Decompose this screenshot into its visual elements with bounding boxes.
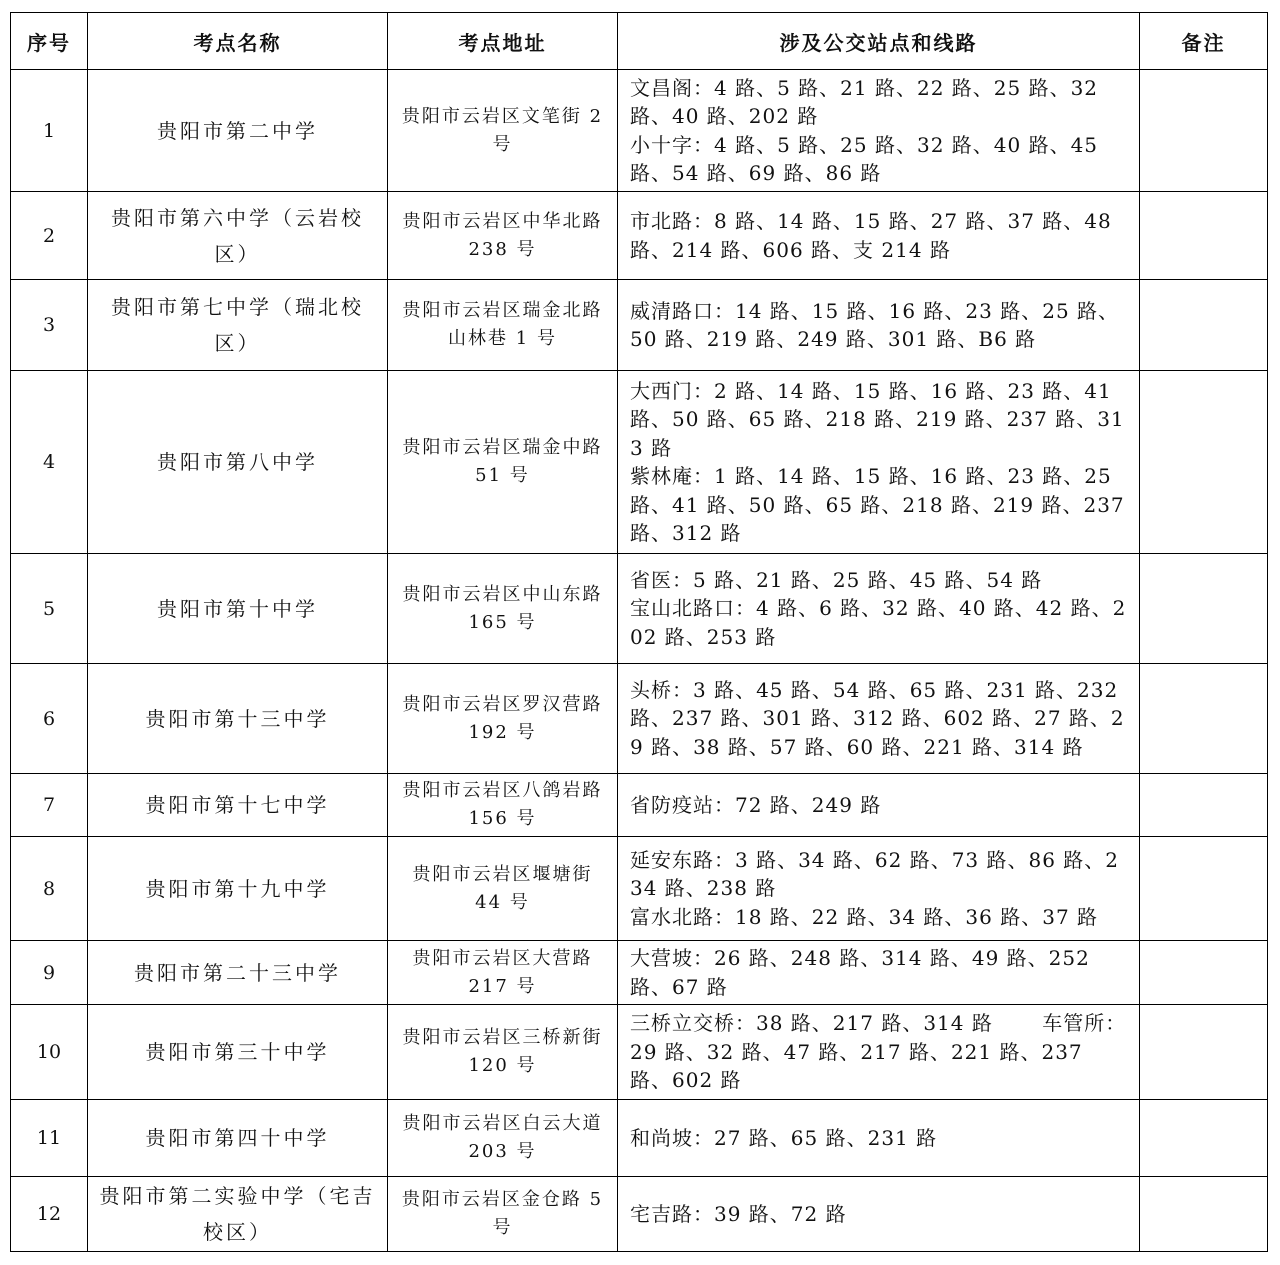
row-note <box>1140 837 1268 941</box>
row-seq: 6 <box>11 664 88 774</box>
row-note <box>1140 774 1268 837</box>
bus-routes <box>618 941 1140 1005</box>
bus-stop-routes: 宅吉路：39 路、72 路 <box>630 1201 847 1226</box>
header-routes: 涉及公交站点和线路 <box>618 13 1140 70</box>
school-name: 贵阳市第七中学（瑞北校区） <box>88 280 388 371</box>
row-seq: 10 <box>11 1005 88 1100</box>
bus-stop-routes: 威清路口：14 路、15 路、16 路、23 路、25 路、50 路、219 路、249 路、301 路、B6 路 <box>630 298 1120 351</box>
row-note <box>1140 280 1268 371</box>
row-note <box>1140 554 1268 664</box>
school-address: 贵阳市云岩区中华北路 238 号 <box>388 192 618 280</box>
bus-routes <box>618 192 1140 280</box>
bus-routes <box>618 1100 1140 1177</box>
row-seq: 5 <box>11 554 88 664</box>
row-seq: 3 <box>11 280 88 371</box>
bus-stop-routes: 大营坡：26 路、248 路、314 路、49 路、252 路、67 路 <box>630 946 1090 999</box>
bus-routes <box>618 774 1140 837</box>
bus-stop-routes: 延安东路：3 路、34 路、62 路、73 路、86 路、234 路、238 路 <box>630 847 1120 901</box>
row-note <box>1140 192 1268 280</box>
bus-routes <box>618 1177 1140 1252</box>
row-note <box>1140 941 1268 1005</box>
bus-stop-routes: 市北路：8 路、14 路、15 路、27 路、37 路、48 路、214 路、606 路、支 214 路 <box>630 209 1112 262</box>
bus-stop-routes: 宝山北路口：4 路、6 路、32 路、40 路、42 路、202 路、253 路 <box>630 596 1127 649</box>
table-row <box>11 1177 1268 1252</box>
school-address: 贵阳市云岩区金仓路 5 号 <box>388 1177 618 1252</box>
bus-routes <box>618 664 1140 774</box>
school-address: 贵阳市云岩区堰塘街 44 号 <box>388 837 618 941</box>
bus-routes <box>618 70 1140 192</box>
table-row <box>11 70 1268 192</box>
bus-routes <box>618 837 1140 941</box>
table-row <box>11 280 1268 371</box>
header-name: 考点名称 <box>88 13 388 70</box>
school-name: 贵阳市第三十中学 <box>88 1005 388 1100</box>
table-body <box>11 70 1268 1252</box>
school-name: 贵阳市第十三中学 <box>88 664 388 774</box>
school-name: 贵阳市第二实验中学（宅吉校区） <box>88 1177 388 1252</box>
school-address: 贵阳市云岩区瑞金中路 51 号 <box>388 371 618 554</box>
row-seq: 12 <box>11 1177 88 1252</box>
bus-stop-routes: 小十字：4 路、5 路、25 路、32 路、40 路、45 路、54 路、69 路、86 路 <box>630 132 1099 185</box>
bus-routes <box>618 554 1140 664</box>
school-address: 贵阳市云岩区中山东路 165 号 <box>388 554 618 664</box>
row-seq: 9 <box>11 941 88 1005</box>
bus-stop-routes: 文昌阁：4 路、5 路、21 路、22 路、25 路、32 路、40 路、202 路 <box>630 75 1099 128</box>
school-address: 贵阳市云岩区罗汉营路 192 号 <box>388 664 618 774</box>
school-name: 贵阳市第二中学 <box>88 70 388 192</box>
school-address: 贵阳市云岩区八鸽岩路 156 号 <box>388 774 618 837</box>
table-row <box>11 774 1268 837</box>
row-seq: 7 <box>11 774 88 837</box>
bus-stop-routes: 紫林庵：1 路、14 路、15 路、16 路、23 路、25 路、41 路、50 路、65 路、218 路、219 路、237 路、312 路 <box>630 464 1125 545</box>
school-address: 贵阳市云岩区大营路 217 号 <box>388 941 618 1005</box>
bus-stop-routes: 省防疫站：72 路、249 路 <box>630 792 882 817</box>
bus-stop-routes: 三桥立交桥：38 路、217 路、314 路 车管所：29 路、32 路、47 路、217 路、221 路、237 路、602 路 <box>630 1011 1127 1093</box>
school-address: 贵阳市云岩区文笔街 2 号 <box>388 70 618 192</box>
bus-stop-routes: 省医：5 路、21 路、25 路、45 路、54 路 <box>630 567 1043 592</box>
header-seq: 序号 <box>11 13 88 70</box>
school-name: 贵阳市第二十三中学 <box>88 941 388 1005</box>
exam-site-table <box>10 12 1268 1252</box>
header-note: 备注 <box>1140 13 1268 70</box>
bus-routes <box>618 1005 1140 1100</box>
row-note <box>1140 664 1268 774</box>
table-row <box>11 1005 1268 1100</box>
bus-routes <box>618 371 1140 554</box>
bus-stop-routes: 头桥：3 路、45 路、54 路、65 路、231 路、232 路、237 路、301 路、312 路、602 路、27 路、29 路、38 路、57 路、60 路、221 路、314 路 <box>630 677 1125 759</box>
header-address: 考点地址 <box>388 13 618 70</box>
row-seq: 8 <box>11 837 88 941</box>
row-note <box>1140 70 1268 192</box>
row-note <box>1140 1177 1268 1252</box>
row-seq: 11 <box>11 1100 88 1177</box>
school-name: 贵阳市第六中学（云岩校区） <box>88 192 388 280</box>
row-note <box>1140 371 1268 554</box>
table-row <box>11 192 1268 280</box>
table-row <box>11 941 1268 1005</box>
school-address: 贵阳市云岩区白云大道 203 号 <box>388 1100 618 1177</box>
bus-routes <box>618 280 1140 371</box>
bus-stop-routes: 大西门：2 路、14 路、15 路、16 路、23 路、41 路、50 路、65 路、218 路、219 路、237 路、313 路 <box>630 378 1125 460</box>
table-row <box>11 664 1268 774</box>
school-address: 贵阳市云岩区三桥新街 120 号 <box>388 1005 618 1100</box>
row-seq: 2 <box>11 192 88 280</box>
table-row <box>11 554 1268 664</box>
row-note <box>1140 1005 1268 1100</box>
school-name: 贵阳市第十九中学 <box>88 837 388 941</box>
row-note <box>1140 1100 1268 1177</box>
table-row <box>11 837 1268 941</box>
school-name: 贵阳市第四十中学 <box>88 1100 388 1177</box>
bus-stop-routes: 富水北路：18 路、22 路、34 路、36 路、37 路 <box>630 904 1099 929</box>
school-name: 贵阳市第十七中学 <box>88 774 388 837</box>
school-name: 贵阳市第十中学 <box>88 554 388 664</box>
table-row <box>11 1100 1268 1177</box>
school-address: 贵阳市云岩区瑞金北路山林巷 1 号 <box>388 280 618 371</box>
row-seq: 1 <box>11 70 88 192</box>
school-name: 贵阳市第八中学 <box>88 371 388 554</box>
header-row <box>11 13 1268 70</box>
row-seq: 4 <box>11 371 88 554</box>
table-row <box>11 371 1268 554</box>
bus-stop-routes: 和尚坡：27 路、65 路、231 路 <box>630 1125 938 1150</box>
